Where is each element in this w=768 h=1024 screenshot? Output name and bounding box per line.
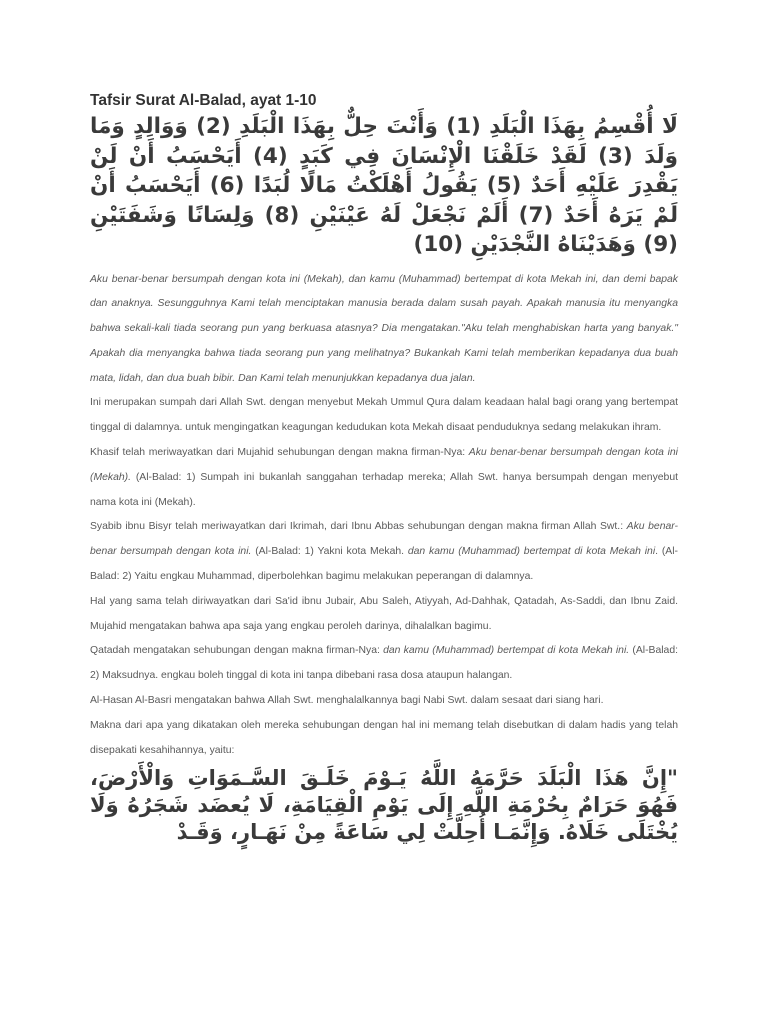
quoted-verse: Aku benar-benar bersumpah dengan kota ini. bbox=[90, 521, 679, 558]
paragraph-hasan: Al-Hasan Al-Basri mengatakan bahwa Allah Swt. menghalalkannya bagi Nabi Swt. dalam sesaat dari siang hari. bbox=[90, 695, 604, 707]
paragraph-text: . (Al-Balad: 2) Yaitu engkau Muhammad, diperbolehkan bagimu melakukan peperangan di dalamnya. bbox=[90, 546, 678, 583]
paragraph-text: (Al-Balad: 1) Yakni kota Mekah. bbox=[251, 546, 408, 558]
paragraph-qatadah bbox=[90, 639, 678, 689]
paragraph-text: (Al-Balad: 1) Sumpah ini bukanlah sanggahan terhadap mereka; Allah Swt. hanya bersumpah dengan menyebut nama kota ini (Mekah). bbox=[90, 471, 678, 508]
paragraph-syabib bbox=[90, 515, 678, 589]
translation-paragraph: Aku benar-benar bersumpah dengan kota ini (Mekah), dan kamu (Muhammad) bertempat di kota Mekah ini, dan demi bapak dan anaknya. Sesungguhnya Kami telah menciptakan manusia berada dalam susah payah. Apakah manusia itu menyangka bahwa sekali-kali tiada seorang pun yang berkuasa atasnya? Dia mengatakan."Aku telah menghabiskan harta yang banyak." Apakah dia menyangka bahwa tiada seorang pun yang melihatnya? Bukankah Kami telah memberikan kepadanya dua buah mata, lidah, dan dua buah bibir. Dan Kami telah menunjukkan kepadanya dua jalan. bbox=[90, 273, 678, 384]
paragraph-makna: Makna dari apa yang dikatakan oleh mereka sehubungan dengan hal ini memang telah disebutkan di dalam hadis yang telah disepakati kesahihannya, yaitu: bbox=[90, 719, 678, 756]
paragraph-text: Khasif telah meriwayatkan dari Mujahid sehubungan dengan makna firman-Nya: bbox=[90, 447, 469, 459]
paragraph-sumpah: Ini merupakan sumpah dari Allah Swt. dengan menyebut Mekah Ummul Qura dalam keadaan halal bagi orang yang bertempat tinggal di dalamnya. untuk mengingatkan keagungan kedudukan kota Mekah disaat penduduknya sedang melakukan ihram. bbox=[90, 397, 678, 434]
document-title: Tafsir Surat Al-Balad, ayat 1-10 bbox=[90, 92, 317, 109]
paragraph-khasif bbox=[90, 441, 678, 515]
paragraph-text: Qatadah mengatakan sehubungan dengan makna firman-Nya: bbox=[90, 645, 384, 657]
quoted-verse: dan kamu (Muhammad) bertempat di kota Mekah ini bbox=[407, 546, 656, 558]
body-text bbox=[90, 268, 678, 764]
quoted-verse: Aku benar-benar bersumpah dengan kota ini (Mekah). bbox=[90, 447, 678, 483]
arabic-hadith: "إِنَّ هَذَا الْبَلَدَ حَرَّمَهُ اللَّهُ يَـوْمَ خَلَـقَ السَّـمَوَاتِ وَالْأَرْضَ، فَهُوَ حَرَامٌ بِحُرْمَةِ اللَّهِ إِلَى يَوْمِ الْقِيَامَةِ، لَا يُعضَد شَجَرُهُ وَلَا يُخْتَلَى خَلَاهُ. وَإِنَّمَـا أُحِلَّتْ لِي سَاعَةً مِنْ نَهَـارٍ، وَقَـدْ bbox=[90, 766, 678, 845]
paragraph-text: Syabib ibnu Bisyr telah meriwayatkan dari Ikrimah, dari Ibnu Abbas sehubungan dengan makna firman Allah Swt.: bbox=[90, 521, 627, 533]
paragraph-riwayat: Hal yang sama telah diriwayatkan dari Sa'id ibnu Jubair, Abu Saleh, Atiyyah, Ad-Dahhak, Qatadah, As-Saddi, dan Ibnu Zaid. Mujahid mengatakan bahwa apa saja yang engkau peroleh darinya, dihalalkan bagimu. bbox=[90, 595, 678, 632]
quoted-verse: dan kamu (Muhammad) bertempat di kota Mekah ini. bbox=[383, 645, 630, 657]
arabic-verses: لَا أُقْسِمُ بِهَذَا الْبَلَدِ (1) وَأَنْتَ حِلٌّ بِهَذَا الْبَلَدِ (2) وَوَالِدٍ وَمَا وَلَدَ (3) لَقَدْ خَلَقْنَا الْإِنْسَانَ فِي كَبَدٍ (4) أَيَحْسَبُ أَنْ لَنْ يَقْدِرَ عَلَيْهِ أَحَدٌ (5) يَقُولُ أَهْلَكْتُ مَالًا لُبَدًا (6) أَيَحْسَبُ أَنْ لَمْ يَرَهُ أَحَدٌ (7) أَلَمْ نَجْعَلْ لَهُ عَيْنَيْنِ (8) وَلِسَانًا وَشَفَتَيْنِ (9) وَهَدَيْنَاهُ النَّجْدَيْنِ (10) bbox=[90, 114, 679, 257]
document-page bbox=[90, 92, 678, 846]
paragraph-text: (Al-Balad: 2) Maksudnya. engkau boleh tinggal di kota ini tanpa dibebani rasa dosa ataupun halangan. bbox=[90, 645, 678, 682]
